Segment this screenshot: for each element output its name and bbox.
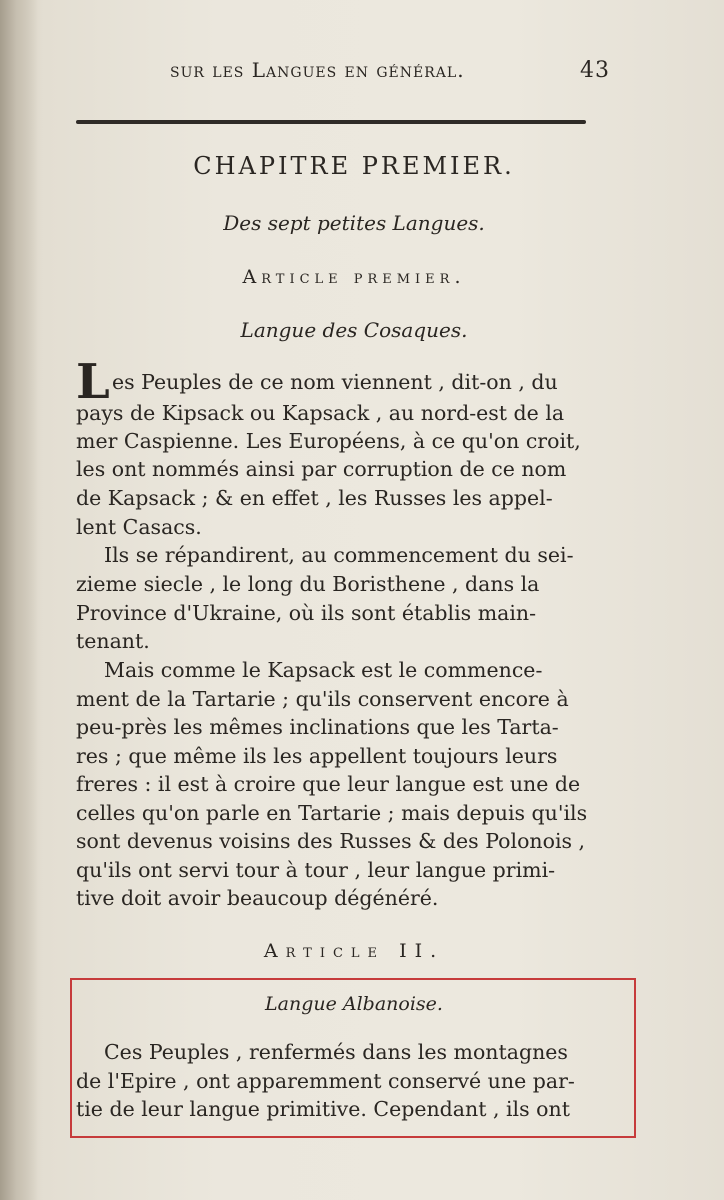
article-1-language-title: Langue des Cosaques. — [240, 318, 468, 342]
text-line: tive doit avoir beaucoup dégénéré. — [76, 886, 439, 910]
text-line: ment de la Tartarie ; qu'ils conservent encore à — [76, 687, 569, 711]
article-2-language-title: Langue Albanoise. — [265, 993, 443, 1015]
article-2-title: Article II. — [263, 940, 445, 962]
article-1-title: Article premier. — [242, 266, 466, 288]
text-line: zieme siecle , le long du Boristhene , dans la — [76, 572, 540, 596]
text-line: pays de Kipsack ou Kapsack , au nord-est de la — [76, 401, 565, 425]
text-line: de l'Epire , ont apparemment conservé une par- — [76, 1069, 575, 1093]
text-line: Mais comme le Kapsack est le commence- — [104, 658, 543, 682]
text-line: freres : il est à croire que leur langue est une de — [76, 772, 581, 796]
text-line: de Kapsack ; & en effet , les Russes les appel- — [76, 486, 553, 510]
text-line: es Peuples de ce nom viennent , dit-on , du — [112, 370, 558, 394]
drop-initial: L — [76, 354, 110, 410]
running-head — [170, 58, 610, 82]
page-number: 43 — [580, 58, 610, 83]
header-rule — [76, 120, 586, 124]
chapter-title: CHAPITRE PREMIER. — [193, 152, 515, 180]
text-line: tie de leur langue primitive. Cependant , ils ont — [76, 1097, 570, 1121]
text-line: tenant. — [76, 629, 150, 653]
text-line: lent Casacs. — [76, 515, 202, 539]
text-line: Province d'Ukraine, où ils sont établis main- — [76, 601, 537, 625]
text-line: Ils se répandirent, au commencement du sei- — [104, 543, 574, 567]
text-line: peu-près les mêmes inclinations que les Tarta- — [76, 715, 559, 739]
text-line: qu'ils ont servi tour à tour , leur langue primi- — [76, 858, 556, 882]
running-head-text: sur les Langues en général. — [170, 58, 465, 82]
section-title: Des sept petites Langues. — [223, 211, 485, 235]
text-line: res ; que même ils les appellent toujours leurs — [76, 744, 558, 768]
text-line: mer Caspienne. Les Européens, à ce qu'on croit, — [76, 429, 581, 453]
text-line: sont devenus voisins des Russes & des Polonois , — [76, 829, 586, 853]
text-line: Ces Peuples , renfermés dans les montagnes — [104, 1040, 568, 1064]
page-gutter-shadow — [0, 0, 38, 1200]
text-line: celles qu'on parle en Tartarie ; mais depuis qu'ils — [76, 801, 588, 825]
text-line: les ont nommés ainsi par corruption de ce nom — [76, 457, 567, 481]
